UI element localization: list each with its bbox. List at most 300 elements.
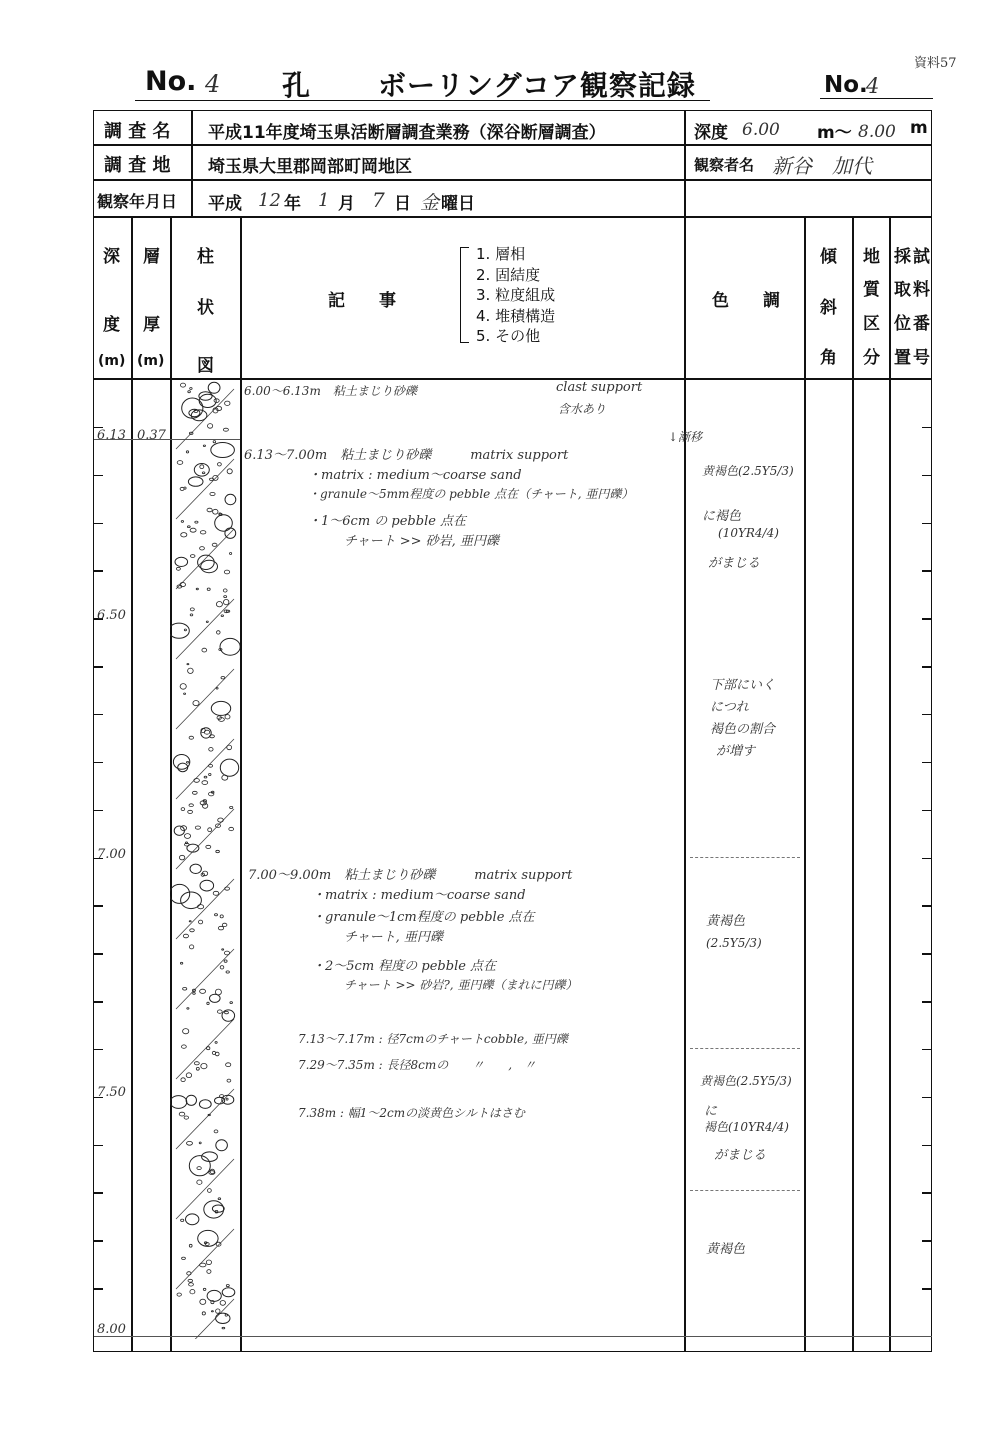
- pebble-symbol: [175, 557, 188, 566]
- pebble-symbol: [189, 921, 191, 922]
- article-line: ・granule〜5mm程度の pebble 点在（チャート, 亜円礫）: [308, 487, 634, 501]
- pebble-symbol: [197, 1180, 202, 1184]
- pebble-symbol: [201, 1063, 207, 1068]
- pebble-symbol: [230, 553, 232, 555]
- depth-tick: [922, 666, 931, 668]
- pebble-symbol: [221, 677, 225, 679]
- article-line: 7.29〜7.35m : 長径8cmの 〃 , 〃: [298, 1058, 537, 1072]
- depth-tick: [922, 762, 931, 764]
- color-note: 黄褐色: [706, 1242, 746, 1257]
- color-divider: [690, 1190, 800, 1191]
- col-geo-b: 質: [863, 280, 880, 300]
- date-label: 観察年月日: [97, 192, 178, 211]
- title-hole: 孔: [282, 69, 311, 102]
- date-weekday-unit: 曜日: [441, 194, 475, 214]
- pebble-symbol: [181, 808, 185, 811]
- pebble-symbol: [190, 555, 195, 558]
- col-depth-unit: (m): [98, 353, 126, 369]
- thickness-mark: 0.37: [137, 428, 166, 443]
- pebble-symbol: [200, 465, 204, 469]
- pebble-symbol: [181, 892, 202, 909]
- color-divider: [690, 1048, 800, 1049]
- pebble-symbol: [187, 844, 199, 852]
- depth-tick: [94, 1049, 103, 1051]
- depth-tick: [922, 810, 931, 812]
- pebble-symbol: [227, 745, 232, 750]
- pebble-symbol: [225, 494, 236, 504]
- depth-mark: 7.50: [97, 1085, 126, 1100]
- pebble-symbol: [179, 855, 184, 860]
- pebble-symbol: [186, 451, 188, 453]
- article-layer-2: 6.13〜7.00m 粘土まじり砂礫 matrix support: [244, 448, 569, 463]
- pebble-symbol: [216, 1242, 221, 1246]
- pebble-symbol: [200, 1299, 206, 1304]
- pebble-symbol: [185, 842, 187, 844]
- depth-tick: [922, 905, 931, 907]
- pebble-symbol: [170, 884, 190, 903]
- col-column-b: 状: [197, 298, 214, 318]
- pebble-symbol: [193, 701, 199, 706]
- col-sample-c: 位: [894, 314, 911, 334]
- color-note: につれ: [710, 700, 749, 715]
- pebble-symbol: [207, 1270, 211, 1274]
- pebble-symbol: [226, 1285, 229, 1287]
- article-line: 7.13〜7.17m : 径7cmのチャートcobble, 亜円礫: [298, 1032, 568, 1046]
- color-note: 褐色の割合: [710, 722, 776, 737]
- pebble-symbol: [215, 515, 233, 531]
- depth-tick: [94, 523, 103, 525]
- pebble-symbol: [226, 1063, 231, 1067]
- depth-mark: 6.50: [97, 608, 126, 623]
- legend-list: [476, 244, 555, 347]
- depth-tick: [922, 1240, 931, 1242]
- pebble-symbol: [209, 764, 213, 767]
- pebble-symbol: [189, 1283, 194, 1286]
- pebble-symbol: [209, 748, 213, 752]
- pebble-symbol: [230, 806, 233, 808]
- pebble-symbol: [183, 934, 188, 938]
- pebble-symbol: [218, 818, 224, 822]
- pebble-symbol: [214, 1130, 218, 1133]
- article-line: ・1〜6cm の pebble 点在: [308, 514, 467, 529]
- title-right-no-label: No.: [824, 72, 868, 98]
- col-thickness-a: 層: [143, 247, 160, 267]
- pebble-symbol: [189, 1156, 210, 1176]
- hatch-line: [176, 529, 234, 589]
- pebble-symbol: [188, 1279, 193, 1282]
- pebble-symbol: [195, 826, 200, 829]
- pebble-symbol: [218, 926, 223, 930]
- article-layer-1-right: clast support: [556, 380, 643, 395]
- pebble-symbol: [179, 1112, 185, 1116]
- pebble-symbol: [224, 596, 227, 598]
- pebble-symbol: [202, 648, 207, 652]
- pebble-symbol: [225, 1011, 229, 1013]
- pebble-symbol: [224, 960, 227, 962]
- pebble-symbol: [216, 406, 222, 410]
- pebble-symbol: [187, 1141, 193, 1145]
- color-note: (2.5Y5/3): [706, 936, 762, 950]
- col-number-b: 料: [913, 280, 930, 300]
- pebble-symbol: [211, 443, 235, 458]
- pebble-symbol: [222, 1327, 225, 1329]
- pebble-symbol: [230, 1002, 233, 1004]
- col-article: 記 事: [328, 291, 396, 311]
- legend-item: 2. 固結度: [476, 265, 541, 284]
- pebble-symbol: [224, 951, 229, 955]
- pebble-symbol: [216, 1140, 228, 1151]
- header-vline-right: [684, 110, 686, 216]
- col-number-c: 番: [913, 314, 930, 334]
- pebble-symbol: [222, 949, 224, 950]
- hatch-line: [176, 809, 234, 869]
- pebble-symbol: [215, 989, 221, 995]
- pebble-symbol: [201, 560, 218, 572]
- col-dip-b: 斜: [820, 298, 837, 318]
- depth-tick: [94, 810, 103, 812]
- col-column-c: 図: [197, 356, 214, 376]
- pebble-symbol: [220, 915, 223, 918]
- site-label: 調 査 地: [104, 155, 171, 176]
- pebble-symbol: [187, 526, 190, 528]
- col-sample-a: 採: [894, 247, 911, 267]
- depth-tick: [922, 1145, 931, 1147]
- pebble-symbol: [181, 533, 187, 537]
- pebble-symbol: [188, 477, 203, 486]
- col-vline-6: [852, 216, 854, 1352]
- title-right-no-value: 4: [866, 74, 880, 98]
- pebble-symbol: [190, 929, 195, 932]
- pebble-symbol: [199, 1142, 201, 1144]
- page-title: ボーリングコア観察記録: [378, 69, 696, 102]
- pebble-symbol: [200, 547, 205, 550]
- pebble-symbol: [177, 461, 183, 465]
- pebble-symbol: [193, 993, 196, 995]
- article-line: チャート >> 砂岩?, 亜円礫（まれに円礫）: [344, 978, 578, 992]
- pebble-symbol: [206, 621, 208, 623]
- pebble-symbol: [190, 1290, 195, 1294]
- pebble-symbol: [195, 521, 198, 523]
- pebble-symbol: [229, 827, 234, 830]
- pebble-symbol: [180, 487, 184, 490]
- observer-label: 観察者名: [694, 156, 755, 174]
- columnar-section-drawing: [170, 379, 240, 1339]
- hatch-line: [176, 669, 234, 729]
- pebble-symbol: [188, 391, 191, 393]
- pebble-symbol: [216, 850, 220, 852]
- color-note: が増す: [716, 744, 756, 759]
- pebble-symbol: [181, 383, 186, 387]
- depth-tick: [922, 1049, 931, 1051]
- pebble-symbol: [190, 528, 196, 532]
- depth-to: 8.00: [858, 122, 896, 142]
- pebble-symbol: [198, 555, 215, 569]
- depth-tick: [94, 953, 103, 955]
- date-weekday: 金: [420, 192, 440, 214]
- pebble-symbol: [204, 776, 207, 778]
- pebble-symbol: [184, 487, 186, 489]
- col-dip-c: 角: [820, 348, 837, 368]
- pebble-symbol: [199, 920, 203, 924]
- pebble-symbol: [183, 988, 187, 991]
- pebble-symbol: [187, 1272, 191, 1275]
- depth-tick: [94, 570, 103, 572]
- pebble-symbol: [227, 1079, 231, 1082]
- legend-item: 1. 層相: [476, 245, 526, 263]
- document-reference: 資料57: [914, 56, 957, 71]
- col-vline-7: [889, 216, 891, 1352]
- col-vline-4: [684, 216, 686, 1352]
- legend-item: 3. 粒度組成: [476, 286, 556, 304]
- color-note: (10YR4/4): [718, 526, 779, 540]
- col-vline-1: [131, 216, 133, 1352]
- pebble-symbol: [186, 1095, 196, 1105]
- pebble-symbol: [200, 531, 206, 534]
- pebble-symbol: [212, 1205, 224, 1212]
- pebble-symbol: [216, 688, 218, 690]
- pebble-symbol: [219, 513, 221, 515]
- survey-name: 平成11年度埼玉県活断層調査業務（深谷断層調査）: [208, 123, 606, 143]
- article-line: ・granule〜1cm程度の pebble 点在: [312, 910, 535, 925]
- pebble-symbol: [217, 1010, 222, 1013]
- pebble-symbol: [200, 989, 206, 993]
- depth-tick: [922, 618, 931, 620]
- pebble-symbol: [225, 1314, 227, 1316]
- depth-tick: [94, 1192, 103, 1194]
- article-line: 7.38m : 幅1〜2cmの淡黄色シルトはさむ: [298, 1106, 525, 1120]
- pebble-symbol: [207, 508, 212, 512]
- pebble-symbol: [217, 631, 221, 634]
- pebble-symbol: [190, 388, 192, 390]
- pebble-symbol: [200, 880, 214, 891]
- color-note: に: [704, 1104, 718, 1119]
- legend-item: 5. その他: [476, 327, 541, 345]
- pebble-symbol: [208, 382, 220, 393]
- pebble-symbol: [184, 1116, 188, 1119]
- pebble-symbol: [182, 398, 203, 418]
- depth-tick: [922, 953, 931, 955]
- depth-tick: [94, 1001, 103, 1003]
- hatch-line: [176, 949, 234, 1009]
- col-dip-a: 傾: [820, 247, 837, 267]
- pebble-symbol: [202, 472, 205, 474]
- pebble-symbol: [227, 469, 232, 474]
- pebble-symbol: [177, 1293, 181, 1296]
- pebble-symbol: [207, 1002, 209, 1004]
- article-layer-1: 6.00〜6.13m 粘土まじり砂礫: [244, 384, 417, 398]
- depth-separator: m〜: [817, 123, 852, 143]
- depth-from: 6.00: [742, 120, 780, 140]
- depth-tick: [922, 858, 931, 860]
- pebble-symbol: [202, 781, 208, 785]
- pebble-symbol: [213, 891, 219, 895]
- pebble-symbol: [203, 445, 205, 447]
- pebble-symbol: [211, 701, 230, 715]
- article-layer-2-side: ↓漸移: [668, 430, 703, 444]
- pebble-symbol: [199, 1100, 211, 1109]
- pebble-symbol: [184, 629, 186, 631]
- depth-tick: [922, 523, 931, 525]
- pebble-symbol: [212, 543, 217, 546]
- depth-mark: 7.00: [97, 847, 126, 862]
- col-color: 色 調: [712, 291, 780, 311]
- article-layer-3: 7.00〜9.00m 粘土まじり砂礫 matrix support: [248, 868, 573, 883]
- hatch-line: [176, 1019, 234, 1079]
- pebble-symbol: [206, 1260, 211, 1265]
- title-no-value: 4: [205, 70, 221, 98]
- pebble-symbol: [187, 1008, 189, 1010]
- date-day: 7: [372, 188, 385, 212]
- color-divider: [690, 857, 800, 858]
- hatch-line: [176, 879, 234, 939]
- pebble-symbol: [221, 615, 223, 617]
- hatch-line: [176, 1159, 234, 1219]
- pebble-symbol: [189, 945, 193, 949]
- pebble-symbol: [184, 834, 190, 839]
- pebble-symbol: [189, 804, 193, 807]
- pebble-symbol: [181, 1078, 185, 1082]
- site: 埼玉県大里郡岡部町岡地区: [208, 157, 412, 177]
- date-month: 1: [318, 190, 330, 211]
- col-geo-d: 分: [863, 348, 880, 368]
- pebble-symbol: [202, 804, 207, 809]
- date-year-unit: 年: [284, 194, 301, 214]
- depth-tick: [94, 762, 103, 764]
- pebble-symbol: [194, 779, 200, 783]
- pebble-symbol: [187, 664, 189, 665]
- pebble-symbol: [222, 1288, 235, 1297]
- pebble-symbol: [220, 759, 238, 776]
- pebble-symbol: [181, 1219, 184, 1221]
- pebble-symbol: [190, 864, 201, 873]
- pebble-symbol: [197, 1167, 201, 1170]
- col-column-a: 柱: [197, 247, 214, 267]
- pebble-symbol: [170, 1096, 187, 1109]
- pebble-symbol: [180, 684, 186, 690]
- pebble-symbol: [225, 401, 230, 405]
- header-rule-1: [93, 144, 932, 146]
- pebble-symbol: [222, 923, 227, 926]
- color-note: 黄褐色(2.5Y5/3): [700, 1074, 792, 1088]
- pebble-symbol: [225, 715, 230, 719]
- title-underline: [135, 100, 710, 101]
- pebble-symbol: [213, 441, 216, 443]
- date-month-unit: 月: [338, 194, 355, 214]
- pebble-symbol: [223, 589, 227, 592]
- pebble-symbol: [204, 1201, 224, 1218]
- depth-tick: [922, 1097, 931, 1099]
- pebble-symbol: [188, 668, 194, 673]
- pebble-symbol: [226, 971, 229, 973]
- depth-unit: m: [910, 118, 928, 138]
- color-note: 黄褐色(2.5Y5/3): [702, 464, 794, 478]
- depth-mark: 6.13: [97, 428, 126, 443]
- pebble-symbol: [189, 736, 193, 739]
- pebble-symbol: [213, 509, 218, 514]
- observer-name: 新谷 加代: [772, 154, 872, 178]
- pebble-symbol: [210, 994, 221, 1002]
- col-geo-a: 地: [863, 247, 880, 267]
- legend-bracket: [460, 247, 469, 343]
- pebble-symbol: [215, 1042, 217, 1044]
- pebble-symbol: [223, 428, 228, 431]
- pebble-symbol: [190, 608, 194, 611]
- pebble-symbol: [182, 1045, 187, 1048]
- pebble-symbol: [224, 599, 229, 604]
- pebble-symbol: [190, 614, 193, 616]
- pebble-symbol: [199, 392, 212, 401]
- date-day-unit: 日: [394, 194, 411, 214]
- date-era: 平成: [208, 194, 242, 214]
- color-note: 褐色(10YR4/4): [704, 1120, 789, 1134]
- pebble-symbol: [226, 1098, 228, 1100]
- article-line: ・matrix : medium〜coarse sand: [308, 468, 522, 483]
- pebble-symbol: [215, 914, 218, 916]
- pebble-symbol: [208, 424, 213, 429]
- color-note: がまじる: [714, 1148, 767, 1163]
- pebble-symbol: [208, 1189, 212, 1193]
- header-rule-2: [93, 179, 932, 181]
- depth-tick: [94, 1288, 103, 1290]
- depth-tick: [922, 1192, 931, 1194]
- article-layer-1-right-2: 含水あり: [558, 402, 607, 416]
- pebble-symbol: [196, 1067, 199, 1070]
- pebble-symbol: [216, 1309, 220, 1313]
- depth-tick: [922, 1001, 931, 1003]
- col-vline-3: [240, 216, 242, 1352]
- pebble-symbol: [186, 1214, 199, 1225]
- pebble-symbol: [203, 1288, 206, 1290]
- pebble-symbol: [188, 810, 193, 813]
- title-no-label: No.: [145, 66, 197, 97]
- col-depth-a: 深: [103, 247, 120, 267]
- depth-tick: [922, 570, 931, 572]
- col-sample-b: 取: [894, 280, 911, 300]
- col-number-a: 試: [913, 247, 930, 267]
- pebble-symbol: [207, 1290, 221, 1301]
- article-line: チャート, 亜円礫: [344, 930, 443, 945]
- date-year: 12: [258, 190, 281, 211]
- hatch-line: [176, 1299, 234, 1339]
- pebble-symbol: [182, 1257, 186, 1259]
- pebble-symbol: [178, 763, 188, 772]
- col-vline-5: [804, 216, 806, 1352]
- depth-tick: [94, 1240, 103, 1242]
- depth-label: 深度: [694, 123, 728, 143]
- pebble-symbol: [184, 693, 186, 694]
- pebble-symbol: [183, 1029, 189, 1034]
- depth-tick: [94, 475, 103, 477]
- depth-tick: [94, 1145, 103, 1147]
- pebble-symbol: [176, 567, 180, 570]
- legend-item: 4. 堆積構造: [476, 306, 556, 325]
- pebble-symbol: [220, 966, 224, 969]
- col-thickness-unit: (m): [137, 353, 165, 369]
- pebble-symbol: [200, 1263, 206, 1267]
- col-depth-b: 度: [103, 315, 120, 335]
- article-line: チャート >> 砂岩, 亜円礫: [344, 534, 499, 549]
- depth-tick: [922, 714, 931, 716]
- pebble-symbol: [209, 773, 211, 775]
- depth-tick: [94, 905, 103, 907]
- title-right-underline: [820, 98, 933, 99]
- depth-tick: [94, 714, 103, 716]
- pebble-symbol: [192, 791, 197, 794]
- pebble-symbol: [194, 1062, 199, 1065]
- header-vline-label: [191, 110, 193, 216]
- pebble-symbol: [211, 1311, 213, 1312]
- col-sample-d: 置: [894, 348, 911, 368]
